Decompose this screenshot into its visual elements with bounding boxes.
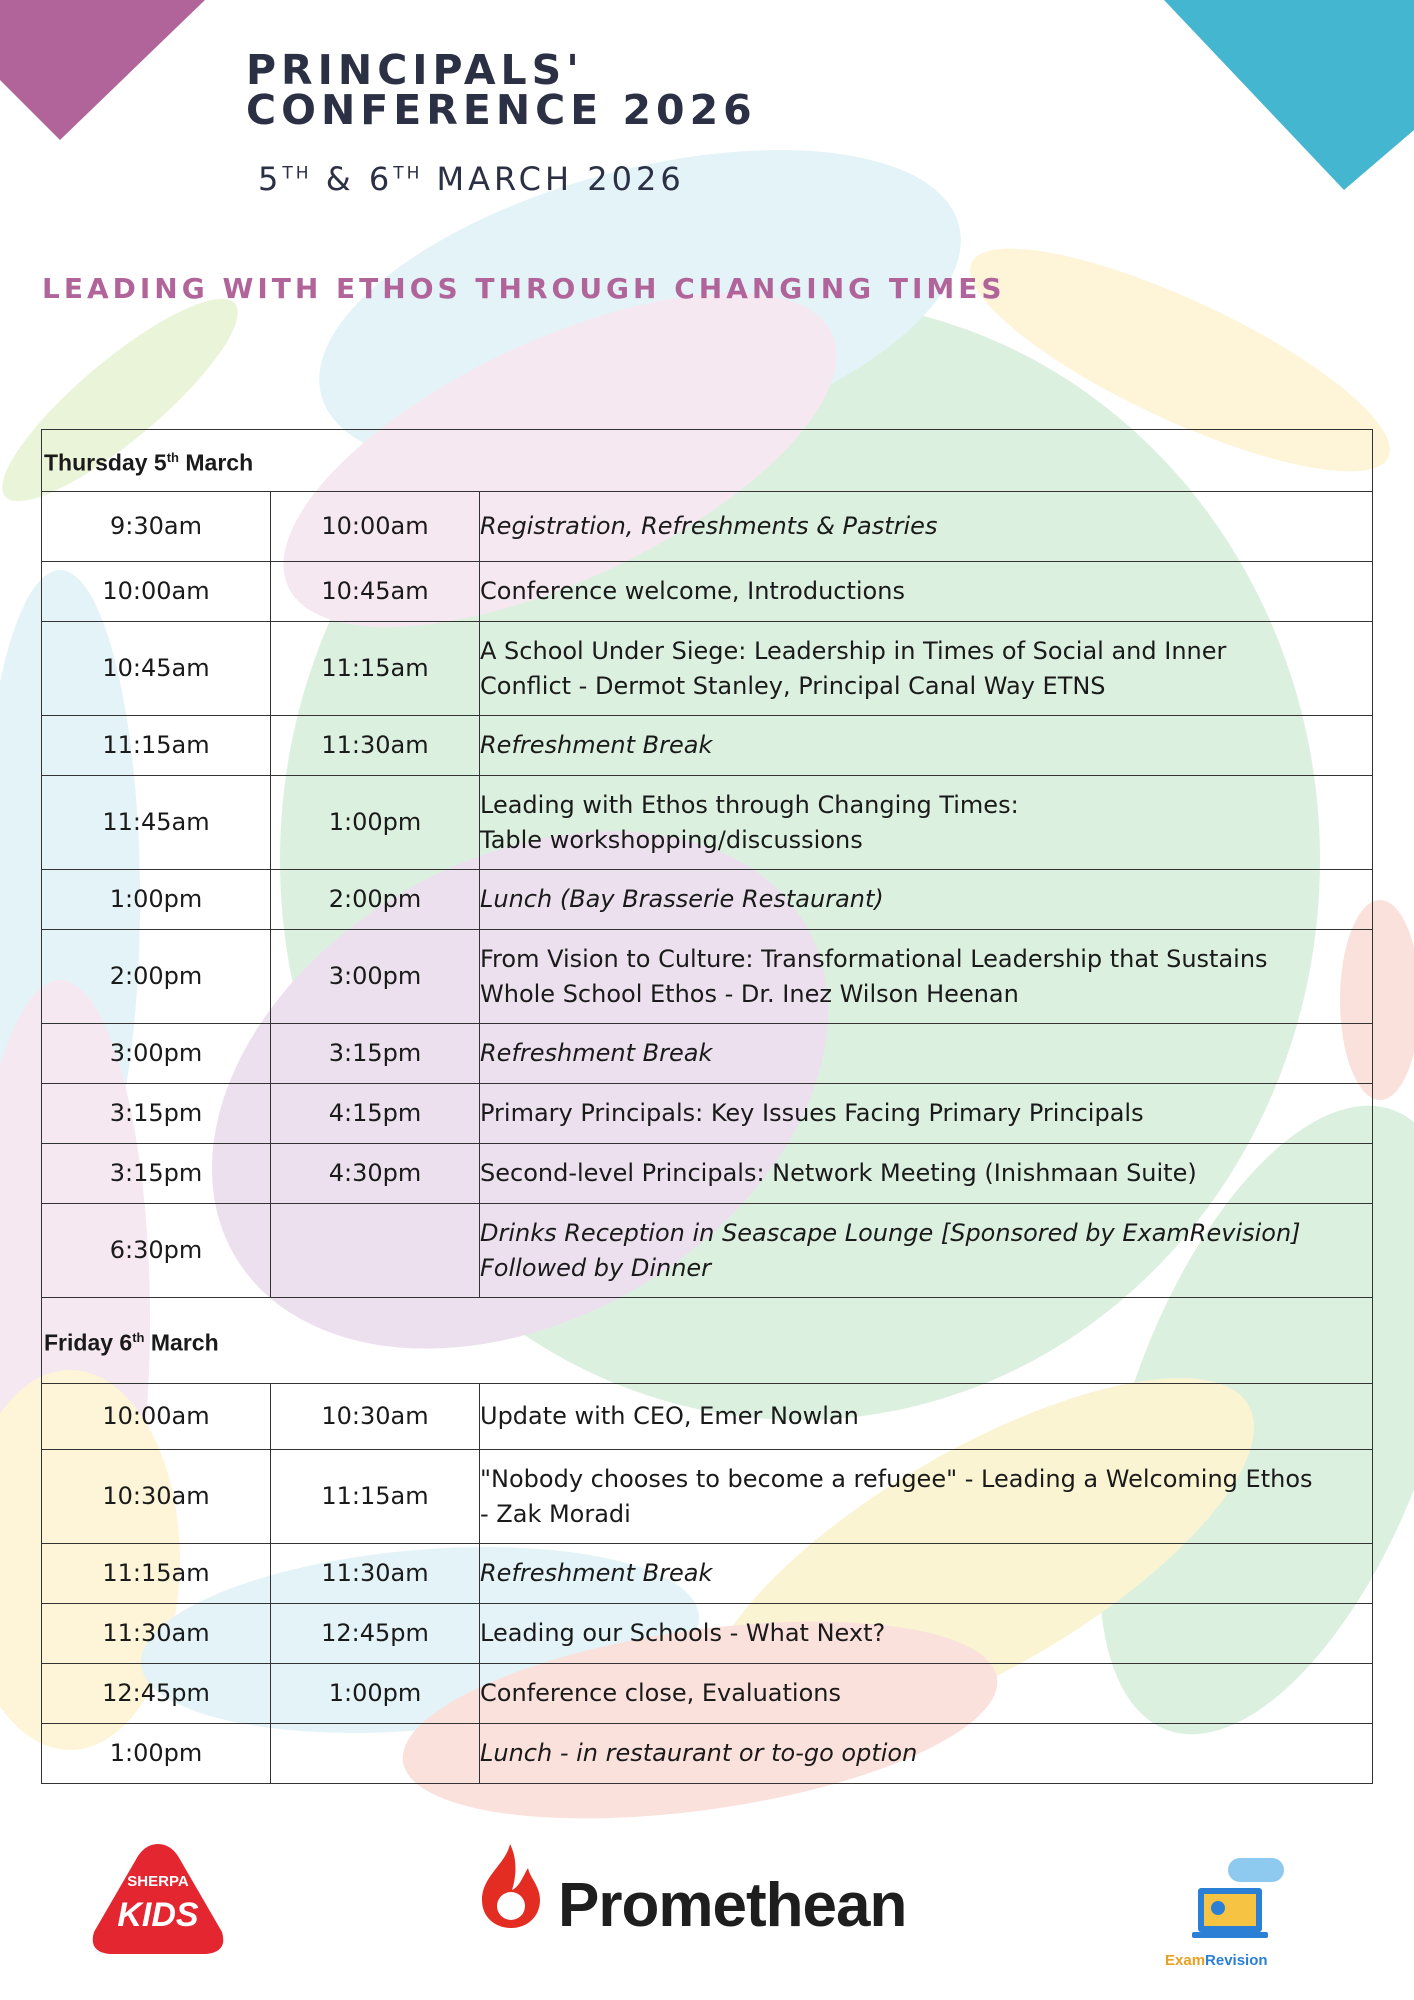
title-line-1: PRINCIPALS' — [246, 46, 584, 94]
date-month: MARCH 2026 — [436, 160, 685, 198]
session-description: Registration, Refreshments & Pastries — [480, 492, 1373, 562]
session-description: Lunch (Bay Brasserie Restaurant) — [480, 870, 1373, 930]
table-row — [42, 1384, 1373, 1450]
table-row — [42, 870, 1373, 930]
date-ampersand: & — [325, 160, 355, 198]
end-time: 11:30am — [271, 1544, 480, 1604]
session-description: Drinks Reception in Seascape Lounge [Sponsored by ExamRevision] Followed by Dinner — [480, 1204, 1373, 1298]
examrevision-wordmark: ExamRevision — [1165, 1952, 1268, 1969]
start-time: 9:30am — [42, 492, 271, 562]
date-suffix-1: TH — [282, 163, 312, 184]
sherpa-text: SHERPA — [127, 1873, 189, 1890]
end-time — [271, 1724, 480, 1784]
teal-corner-triangle — [1164, 0, 1414, 190]
examrevision-logo-icon — [1188, 1852, 1288, 1947]
end-time: 10:30am — [271, 1384, 480, 1450]
session-description: Update with CEO, Emer Nowlan — [480, 1384, 1373, 1450]
session-description: Primary Principals: Key Issues Facing Primary Principals — [480, 1084, 1373, 1144]
end-time: 12:45pm — [271, 1604, 480, 1664]
start-time: 12:45pm — [42, 1664, 271, 1724]
end-time: 2:00pm — [271, 870, 480, 930]
sherpa-kids-logo — [88, 1840, 228, 1958]
session-description: Conference close, Evaluations — [480, 1664, 1373, 1724]
start-time: 1:00pm — [42, 1724, 271, 1784]
end-time: 10:45am — [271, 562, 480, 622]
day-header-thursday — [42, 430, 1373, 492]
start-time: 11:15am — [42, 1544, 271, 1604]
table-row — [42, 562, 1373, 622]
end-time: 4:15pm — [271, 1084, 480, 1144]
session-description: Refreshment Break — [480, 1024, 1373, 1084]
table-row — [42, 1084, 1373, 1144]
title-line-2: CONFERENCE 2026 — [246, 86, 757, 134]
end-time: 11:15am — [271, 622, 480, 716]
session-description: Conference welcome, Introductions — [480, 562, 1373, 622]
conference-title — [246, 46, 757, 134]
date-day-1: 5 — [258, 160, 283, 198]
table-row — [42, 1144, 1373, 1204]
end-time: 10:00am — [271, 492, 480, 562]
session-description: From Vision to Culture: Transformational Leadership that Sustains Whole School Ethos - Dr. Inez Wilson Heenan — [480, 930, 1373, 1024]
start-time: 11:45am — [42, 776, 271, 870]
table-row — [42, 622, 1373, 716]
end-time: 1:00pm — [271, 776, 480, 870]
session-description: Lunch - in restaurant or to-go option — [480, 1724, 1373, 1784]
start-time: 3:15pm — [42, 1084, 271, 1144]
day-header-friday — [42, 1298, 1373, 1384]
session-description: "Nobody chooses to become a refugee" - Leading a Welcoming Ethos - Zak Moradi — [480, 1450, 1373, 1544]
end-time: 11:15am — [271, 1450, 480, 1544]
day-label: Friday 6th March — [42, 1298, 1373, 1384]
purple-corner-triangle — [0, 0, 205, 140]
schedule-table — [41, 429, 1373, 1784]
start-time: 10:30am — [42, 1450, 271, 1544]
start-time: 10:45am — [42, 622, 271, 716]
kids-text: KIDS — [117, 1896, 199, 1934]
table-row — [42, 776, 1373, 870]
table-row — [42, 1664, 1373, 1724]
table-row — [42, 716, 1373, 776]
promethean-flame-icon — [476, 1842, 546, 1930]
end-time: 11:30am — [271, 716, 480, 776]
table-row — [42, 930, 1373, 1024]
table-row — [42, 1724, 1373, 1784]
start-time: 6:30pm — [42, 1204, 271, 1298]
start-time: 2:00pm — [42, 930, 271, 1024]
end-time: 4:30pm — [271, 1144, 480, 1204]
promethean-wordmark: Promethean — [558, 1871, 907, 1940]
conference-theme: LEADING WITH ETHOS THROUGH CHANGING TIMES — [42, 272, 1006, 305]
start-time: 1:00pm — [42, 870, 271, 930]
date-suffix-2: TH — [393, 163, 423, 184]
table-row — [42, 1544, 1373, 1604]
table-row — [42, 492, 1373, 562]
session-description: Refreshment Break — [480, 716, 1373, 776]
start-time: 10:00am — [42, 1384, 271, 1450]
table-row — [42, 1450, 1373, 1544]
start-time: 10:00am — [42, 562, 271, 622]
session-description: Refreshment Break — [480, 1544, 1373, 1604]
start-time: 11:30am — [42, 1604, 271, 1664]
start-time: 3:15pm — [42, 1144, 271, 1204]
session-description: Leading with Ethos through Changing Times: Table workshopping/discussions — [480, 776, 1373, 870]
session-description: A School Under Siege: Leadership in Times of Social and Inner Conflict - Dermot Stanley, Principal Canal Way ETNS — [480, 622, 1373, 716]
table-row — [42, 1024, 1373, 1084]
start-time: 11:15am — [42, 716, 271, 776]
date-day-2: 6 — [368, 160, 394, 198]
end-time: 3:00pm — [271, 930, 480, 1024]
end-time — [271, 1204, 480, 1298]
end-time: 1:00pm — [271, 1664, 480, 1724]
session-description: Second-level Principals: Network Meeting (Inishmaan Suite) — [480, 1144, 1373, 1204]
conference-dates — [258, 160, 685, 198]
table-row — [42, 1604, 1373, 1664]
session-description: Leading our Schools - What Next? — [480, 1604, 1373, 1664]
end-time: 3:15pm — [271, 1024, 480, 1084]
start-time: 3:00pm — [42, 1024, 271, 1084]
day-label: Thursday 5th March — [42, 430, 1373, 492]
table-row — [42, 1204, 1373, 1298]
